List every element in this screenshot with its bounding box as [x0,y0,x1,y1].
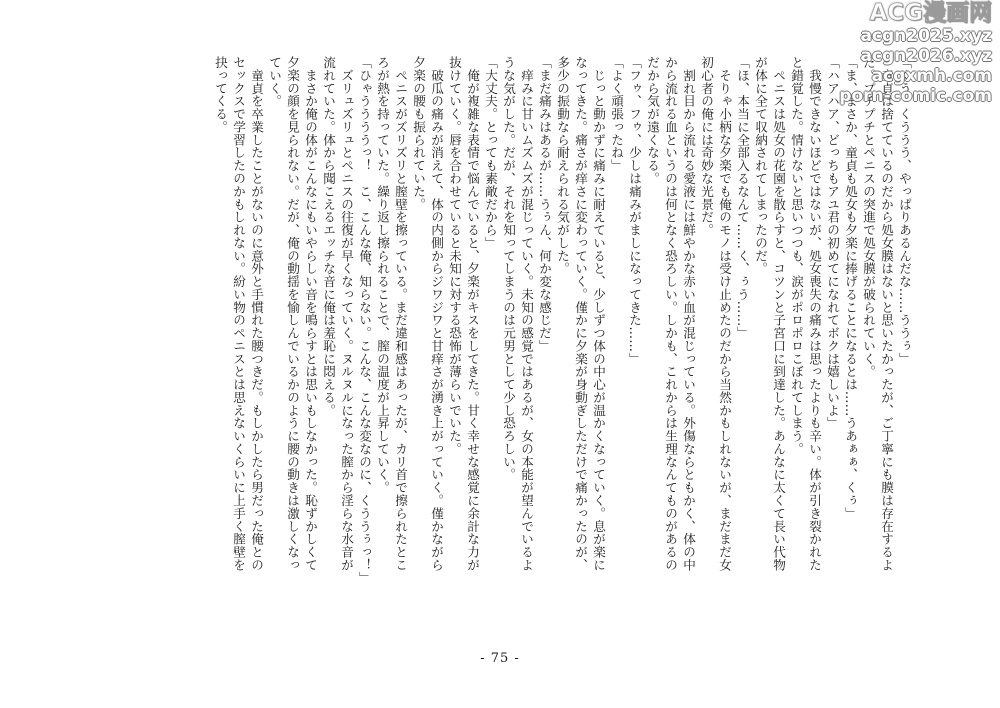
text-line-31: 「ひゃううううっ！ こ、こんな俺、知らない。こんな、こんな変なのに、くううぅっ！」 [357,56,372,585]
text-line-36: ていく。 [267,56,282,108]
text-line-16: 「フゥ、フゥ、少しは痛みがましになってきた……」 [627,56,642,366]
text-line-29: ペニスがズリズリと膣壁を擦っている。まだ違和感はあったが、カリ首で擦られたとこ [393,56,408,572]
watermark-url: acgxmh.com [871,66,992,86]
text-line-27: 破瓜の痛みが消えて、体の内側からジワジワと甘痒さが湧き上がっていく。僅かながら [429,56,444,572]
text-line-7: と錯覚した。情けないと思いつつも、涙がポロポロこぼれてしまう。 [789,56,804,456]
text-line-25: 俺が複雑な表情で悩んでいると、夕楽がキスをしてきた。甘く幸せな感覚に余計な力が [465,56,480,572]
watermark-url: porn-comic.com [839,86,992,106]
text-line-35: 夕楽の顔を見られない。だが、俺の動揺を愉しんでいるかのように腰の動きは激しくなっ [285,56,300,572]
text-line-21: 「まだ痛みはあるが……うぅん、何か変な感じだ」 [537,56,552,353]
text-line-4: 「ま、まさか、童貞も処女も夕楽に捧げることになるとは……うあぁぁ、くぅ」 [843,56,858,520]
text-line-1: 「くう、くううう、やっぱりあるんだな……ううぅ」 [897,56,912,366]
text-line-8: ペニスは処女の花園を散らすと、コツンと子宮口に到達した。あんなに太くて長い代物 [771,56,786,572]
text-line-5: 「ハアハア、どっちもアユ君の初めてになれてボクは嬉しいよ」 [825,56,840,430]
text-line-24: 「大丈夫。とっても素敵だから」 [483,56,498,250]
text-line-20: 多少の振動なら耐えられる気がした。 [555,56,570,275]
text-line-2: 童貞は捨てているのだから処女膜はないと思いたかったが、ご丁寧にも膜は存在するよ [879,56,894,572]
text-line-37: 童貞を卒業したことがないのに意外と手慣れた腰つきだ。もしかしたら男だった俺との [249,56,264,572]
text-line-23: うな気がした。だが、それを知ってしまうのは元男として少し恐ろしい。 [501,56,516,482]
text-line-14: から流れる血というのは何となく恐ろしい。しかも、これからは生理なんてものがあるの [663,56,678,572]
watermark-url: acgn2025.xyz [860,26,992,46]
text-line-10: 「ほ、本当に全部入るなんて……く、ぅう……」 [735,56,750,340]
watermark-url: acgn2026.xyz [860,46,992,66]
text-line-3: だ。プチプチとペニスの突進で処女膜が破られていく。 [861,56,876,378]
text-line-15: だから気が遠くなる。 [645,56,660,185]
page-number: - 75 - [480,651,520,666]
text-line-18: じっと動かずに痛みに耐えていると、少しずつ体の中心が温かくなっていく。息が楽に [591,56,606,572]
text-line-9: が体に全て収納されてしまったのだ。 [753,56,768,275]
text-line-19: なってきた。痛さが痒さに変わっていく。僅かに夕楽が身動ぎしただけで痛かったのが、 [573,56,588,572]
text-line-39: 抉ってくる。 [213,56,228,134]
text-line-17: 「よく頑張ったね」 [609,56,624,172]
text-line-33: 流れていた。体から聞こえるエッチな音に俺は羞恥に悶える。 [321,56,336,417]
text-line-22: 痒みに甘いムズムズが混じっていく。未知の感覚ではあるが、女の本能が望んでいるよ [519,56,534,572]
text-line-26: 抜けていく。唇を合わせていると未知に対する恐怖が薄らいでいた。 [447,56,462,456]
text-line-32: ズリュズリュとペニスの往復が早くなっていく。ヌルヌルになった膣から淫らな水音が [339,56,354,572]
text-line-11: そりゃ小柄な夕楽でも俺のモノは受け止めたのだから当然かもしれないが、まだまだ女 [717,56,732,572]
text-line-28: 夕楽の腰も振られていた。 [411,56,426,211]
text-line-6: 我慢できないほどではないが、処女喪失の痛みは思ったよりも辛い。体が引き裂かれた [807,56,822,572]
text-line-34: まさか俺の体がこんなにもいやらしい音を鳴らすとは思いもしなかった。恥ずかしくて [303,56,318,572]
text-line-13: 割れ目から流れる愛液には鮮やかな赤い血が混じっている。外傷ならともかく、体の中 [681,56,696,572]
text-line-30: ろが熱を持っていた。繰り返し擦られることで、膣の温度が上昇していく。 [375,56,390,494]
text-line-12: 初心者の俺には奇妙な光景だ。 [699,56,714,237]
site-watermark [826,0,992,115]
text-line-38: セックスで学習したのかもしれない。紛い物のペニスとは思えないくらいに上手く膣壁を [231,56,246,572]
watermark-logo: ACG漫画网 [869,0,992,26]
